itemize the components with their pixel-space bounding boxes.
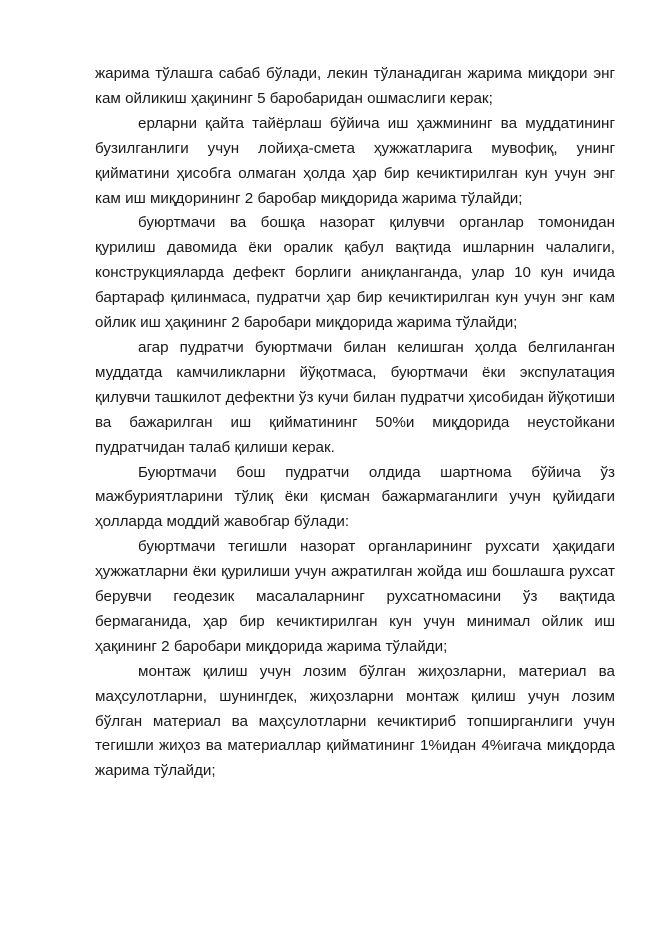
document-page: [95, 62, 615, 784]
paragraph-1: жарима тўлашга сабаб бўлади, лекин тўланадиган жарима миқдори энг кам ойликиш ҳақининг 5 баробаридан ошмаслиги керак;: [95, 65, 615, 107]
paragraph-2: ерларни қайта тайёрлаш бўйича иш ҳажмининг ва муддатининг бузилганлиги учун лойиҳа-смета ҳужжатларига мувофиқ, унинг қийматини ҳисобга олмаган ҳолда ҳар бир кечиктирилган кун учун энг кам иш миқдорининг 2 баробар миқдорида жарима тўлайди;: [95, 114, 615, 207]
paragraph-4: агар пудратчи буюртмачи билан келишган ҳолда белгиланган муддатда камчиликларни йўқотмаса, буюртмачи ёки экспулатация қилувчи ташкилот дефектни ўз кучи билан пудратчи ҳисобидан йўқотиши ва бажарилган иш қийматининг 50%и миқдорида неустойкани пудратчидан талаб қилиши керак.: [95, 338, 615, 456]
paragraph-6: буюртмачи тегишли назорат органларининг рухсати ҳақидаги ҳужжатларни ёки қурилиши учун ажратилган жойда иш бошлашга рухсат берувчи геодезик масалаларнинг рухсатномасини ўз вақтида бермаганида, ҳар бир кечиктирилган кун учун минимал ойлик иш ҳақининг 2 баробари миқдорида жарима тўлайди;: [95, 538, 615, 655]
paragraph-3: буюртмачи ва бошқа назорат қилувчи органлар томонидан қурилиш давомида ёки оралик қабул вақтида ишларнин чалалиги, конструкцияларда дефект борлиги аниқланганда, улар 10 кун ичида бартараф қилинмаса, пудратчи ҳар бир кечиктирилган кун учун энг кам ойлик иш ҳақининг 2 баробари миқдорида жарима тўлайди;: [95, 214, 615, 332]
paragraph-5: Буюртмачи бош пудратчи олдида шартнома бўйича ўз мажбуриятларини тўлиқ ёки қисман бажармаганлиги учун қуйидаги ҳолларда моддий жавобгар бўлади:: [95, 463, 615, 531]
paragraph-7: монтаж қилиш учун лозим бўлган жиҳозларни, материал ва маҳсулотларни, шунингдек, жиҳозларни монтаж қилиш учун лозим бўлган материал ва маҳсулотларни кечиктириб топширганлиги учун тегишли жиҳоз ва материаллар қийматининг 1%идан 4%игача миқдорда жарима тўлайди;: [95, 662, 615, 780]
